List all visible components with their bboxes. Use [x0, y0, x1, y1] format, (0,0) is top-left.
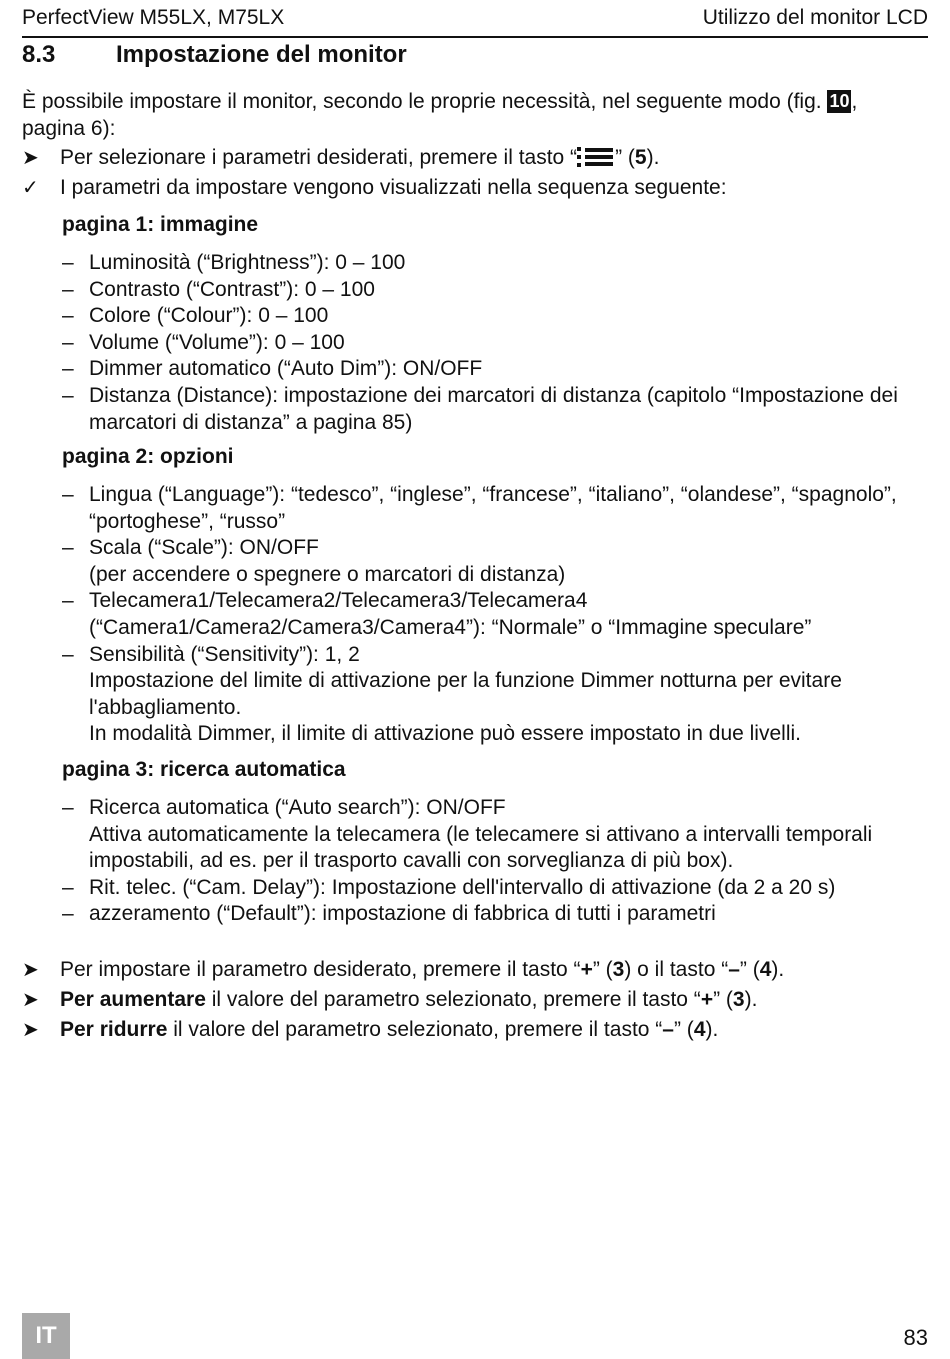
final-step-text1: Per impostare il parametro desiderato, premere il tasto “ [60, 958, 581, 981]
list-item-text: Scala (“Scale”): ON/OFF (per accendere o spegnere o marcatori di distanza) [89, 536, 566, 586]
list-item-text: Lingua (“Language”): “tedesco”, “inglese”, “francese”, “italiano”, “olandese”, “spagnolo”, “portoghese”, “russo” [89, 483, 897, 533]
dash-bullet: – [62, 357, 74, 381]
list-item-text: Contrasto (“Contrast”): 0 – 100 [89, 277, 375, 301]
page-heading: pagina 1: immagine [62, 213, 259, 236]
dash-bullet: – [62, 483, 74, 506]
final-step-key1: + [580, 958, 593, 981]
list-item [62, 303, 932, 330]
dash-bullet: – [62, 251, 74, 274]
dash-bullet: – [62, 875, 74, 899]
dash-bullet: – [62, 277, 74, 301]
final-step-n1: 3 [732, 988, 745, 1011]
page-header [22, 5, 928, 38]
list-item-text: Dimmer automatico (“Auto Dim”): ON/OFF [89, 357, 483, 381]
list-item [62, 250, 932, 277]
step-select-key-number: 5 [634, 146, 647, 169]
final-step-text3: ) o il tasto “ [624, 958, 729, 981]
figure-badge: 10 [829, 91, 850, 111]
final-step-n2: 4 [759, 958, 772, 981]
list-item-text: Distanza (Distance): impostazione dei marcatori di distanza (capitolo “Impostazione dei marcatori di distanza” a pagina 85) [89, 383, 898, 434]
dash-bullet: – [62, 589, 74, 613]
header-chapter: Utilizzo del monitor LCD [702, 6, 928, 29]
final-step-text2: ” ( [713, 988, 733, 1011]
header-product: PerfectView M55LX, M75LX [22, 6, 285, 29]
list-item-text: Rit. telec. (“Cam. Delay”): Impostazione dell'intervallo di attivazione (da 2 a 20 s) [89, 875, 836, 899]
list-item [62, 330, 932, 357]
settings-page-1 [62, 212, 932, 436]
final-step-text [60, 985, 757, 1015]
final-step-text [60, 1015, 718, 1045]
list-item [62, 795, 932, 875]
intro-paragraph [22, 88, 902, 142]
list-item-text: azzeramento (“Default”): impostazione di fabbrica di tutti i parametri [89, 902, 716, 926]
arrow-bullet-icon: ➤ [22, 147, 39, 169]
page-heading: pagina 3: ricerca automatica [62, 758, 346, 781]
step-select-text-2: ” ( [615, 146, 635, 169]
final-step-key1: + [700, 988, 714, 1011]
final-step-key1: – [662, 1018, 674, 1041]
final-step-bold: Per ridurre [60, 1018, 168, 1041]
intro-text-1: È possibile impostare il monitor, secondo le proprie necessità, nel seguente modo (fig. [22, 90, 828, 113]
page-heading: pagina 2: opzioni [62, 445, 234, 468]
dash-bullet: – [62, 330, 74, 354]
menu-icon [577, 147, 615, 167]
list-item-text: Telecamera1/Telecamera2/Telecamera3/Telecamera4 (“Camera1/Camera2/Camera3/Camera4”): “Normale” o “Immagine speculare” [89, 589, 812, 639]
section-title-text: Impostazione del monitor [116, 41, 407, 68]
settings-page-3 [62, 757, 932, 928]
dash-bullet: – [62, 383, 74, 407]
list-item [62, 901, 932, 928]
step-select-text [60, 143, 659, 173]
list-item [62, 875, 932, 902]
list-item-text: Colore (“Colour”): 0 – 100 [89, 304, 329, 328]
intro-text-2: , pagina 6): [22, 90, 858, 140]
final-step-n1: 4 [693, 1018, 706, 1041]
list-item [62, 588, 932, 641]
dash-bullet: – [62, 796, 74, 819]
list-item-text: Ricerca automatica (“Auto search”): ON/OFF Attiva automaticamente la telecamera (le telecamere si attivano a intervalli temporali impostabili, ad es. per il trasporto cavalli con sorveglianza di più box). [89, 796, 873, 873]
page-number: 83 [903, 1325, 928, 1350]
list-item-text: Luminosità (“Brightness”): 0 – 100 [89, 251, 406, 274]
check-note-text: I parametri da impostare vengono visualizzati nella sequenza seguente: [60, 176, 727, 199]
final-step-text [60, 955, 784, 985]
list-item [62, 535, 932, 588]
checkmark-icon: ✓ [22, 177, 39, 199]
list-item [62, 642, 932, 748]
list-item [62, 277, 932, 304]
list-item-text: Sensibilità (“Sensitivity”): 1, 2 Impostazione del limite di attivazione per la funzione Dimmer notturna per evitare l'abbagliamento. In modalità Dimmer, il limite di attivazione può essere impostato in due livelli. [89, 642, 842, 746]
dash-bullet: – [62, 642, 74, 666]
final-step-text2: ” ( [673, 1018, 694, 1041]
arrow-bullet-icon: ➤ [22, 1019, 39, 1041]
final-step-text1: il valore del parametro selezionato, premere il tasto “ [205, 988, 701, 1011]
final-step-text1: il valore del parametro selezionato, premere il tasto “ [167, 1018, 663, 1041]
list-item [62, 383, 932, 436]
arrow-bullet-icon: ➤ [22, 989, 39, 1011]
list-item-text: Volume (“Volume”): 0 – 100 [89, 330, 345, 354]
final-step-n1: 3 [612, 958, 625, 981]
dash-bullet: – [62, 902, 74, 926]
list-item [62, 482, 932, 535]
step-select-text-1: Per selezionare i parametri desiderati, premere il tasto “ [60, 146, 578, 169]
dash-bullet: – [62, 304, 74, 328]
dash-bullet: – [62, 536, 74, 560]
section-title [22, 41, 407, 69]
final-step-text2: ” ( [592, 958, 613, 981]
final-step-text5: ). [771, 958, 785, 981]
section-number: 8.3 [22, 41, 56, 68]
step-select-text-3: ). [646, 146, 660, 169]
list-item [62, 356, 932, 383]
final-step-text3: ). [705, 1018, 719, 1041]
final-step-bold: Per aumentare [60, 988, 206, 1011]
final-step-key2: – [728, 958, 740, 981]
arrow-bullet-icon: ➤ [22, 959, 39, 981]
final-step-text4: ” ( [739, 958, 760, 981]
settings-page-2 [62, 444, 932, 748]
final-step-text3: ). [744, 988, 758, 1011]
language-badge: IT [22, 1313, 70, 1359]
